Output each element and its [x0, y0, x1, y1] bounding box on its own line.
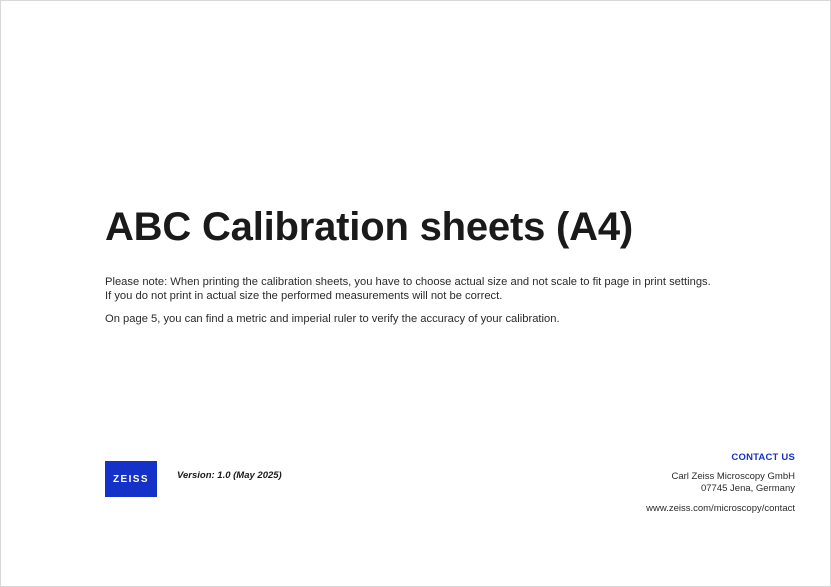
contact-address [671, 471, 795, 495]
print-note-line-1: Please note: When printing the calibration sheets, you have to choose actual size and not scale to fit page in print settings. [105, 276, 711, 288]
zeiss-logo-text: ZEISS [113, 473, 149, 485]
version-label: Version: 1.0 (May 2025) [177, 470, 282, 481]
print-note [105, 275, 725, 303]
page-title: ABC Calibration sheets (A4) [105, 205, 634, 249]
ruler-note: On page 5, you can find a metric and imperial ruler to verify the accuracy of your calibration. [105, 313, 560, 325]
contact-heading: CONTACT US [731, 452, 795, 463]
contact-address-line-2: 07745 Jena, Germany [700, 483, 795, 494]
zeiss-logo [105, 461, 157, 497]
print-note-line-2: If you do not print in actual size the performed measurements will not be correct. [105, 290, 503, 302]
contact-address-line-1: Carl Zeiss Microscopy GmbH [671, 471, 795, 482]
contact-url-link[interactable]: www.zeiss.com/microscopy/contact [646, 503, 795, 514]
